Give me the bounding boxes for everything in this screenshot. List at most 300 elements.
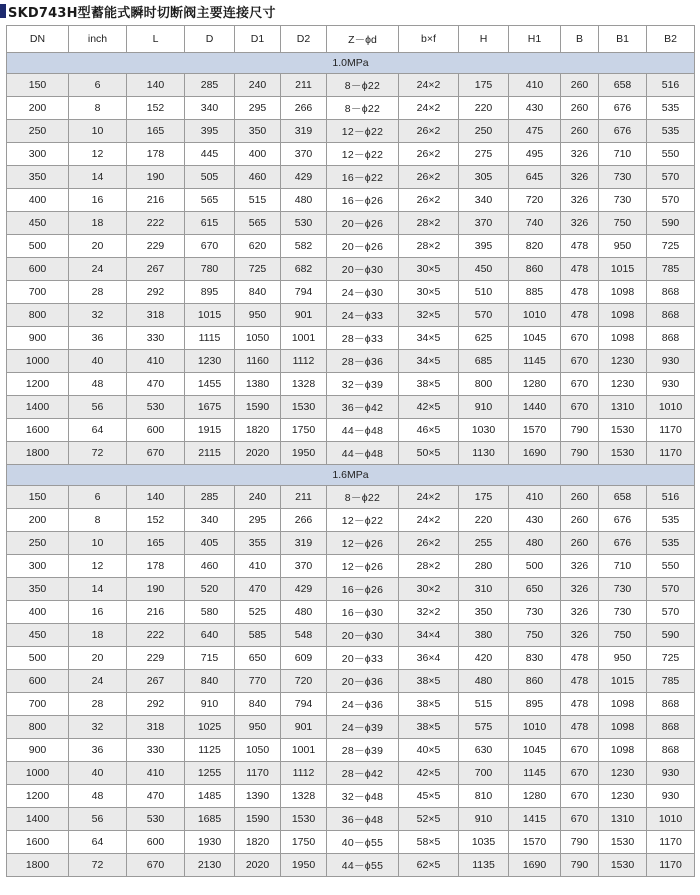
table-cell: 72 — [69, 854, 127, 877]
table-cell: 1530 — [281, 808, 327, 831]
table-cell: 45×5 — [399, 785, 459, 808]
table-cell: 38×5 — [399, 373, 459, 396]
table-cell: 445 — [185, 143, 235, 166]
table-cell: 1310 — [599, 808, 647, 831]
table-cell: 670 — [561, 762, 599, 785]
table-cell: 740 — [509, 212, 561, 235]
table-row — [7, 166, 695, 189]
table-cell: 1690 — [509, 442, 561, 465]
table-cell: 600 — [7, 670, 69, 693]
table-cell: 730 — [599, 601, 647, 624]
table-cell: 46×5 — [399, 419, 459, 442]
table-cell: 24－ϕ30 — [327, 281, 399, 304]
table-cell: 470 — [127, 373, 185, 396]
table-cell: 1310 — [599, 396, 647, 419]
table-cell: 52×5 — [399, 808, 459, 831]
table-cell: 34×5 — [399, 327, 459, 350]
table-cell: 670 — [561, 739, 599, 762]
table-cell: 670 — [561, 396, 599, 419]
table-row — [7, 854, 695, 877]
table-cell: 785 — [647, 670, 695, 693]
table-cell: 1950 — [281, 442, 327, 465]
table-cell: 930 — [647, 373, 695, 396]
table-cell: 1145 — [509, 762, 561, 785]
table-cell: 38×5 — [399, 693, 459, 716]
table-cell: 1675 — [185, 396, 235, 419]
table-cell: 1570 — [509, 419, 561, 442]
table-cell: 310 — [459, 578, 509, 601]
table-cell: 570 — [459, 304, 509, 327]
table-cell: 267 — [127, 670, 185, 693]
table-cell: 48 — [69, 373, 127, 396]
table-cell: 1530 — [599, 442, 647, 465]
table-cell: 2020 — [235, 854, 281, 877]
table-cell: 1530 — [281, 396, 327, 419]
table-cell: 24×2 — [399, 486, 459, 509]
table-cell: 840 — [235, 281, 281, 304]
table-cell: 1115 — [185, 327, 235, 350]
table-cell: 1000 — [7, 350, 69, 373]
table-cell: 38×5 — [399, 716, 459, 739]
table-cell: 1030 — [459, 419, 509, 442]
table-cell: 548 — [281, 624, 327, 647]
table-cell: 1485 — [185, 785, 235, 808]
table-cell: 630 — [459, 739, 509, 762]
column-header: H — [459, 26, 509, 53]
table-cell: 950 — [235, 716, 281, 739]
table-cell: 16 — [69, 601, 127, 624]
table-cell: 220 — [459, 509, 509, 532]
table-cell: 500 — [7, 647, 69, 670]
table-cell: 530 — [127, 808, 185, 831]
table-cell: 868 — [647, 327, 695, 350]
table-cell: 670 — [561, 373, 599, 396]
table-cell: 165 — [127, 532, 185, 555]
column-header: L — [127, 26, 185, 53]
table-cell: 1112 — [281, 350, 327, 373]
table-cell: 730 — [509, 601, 561, 624]
table-cell: 20－ϕ30 — [327, 258, 399, 281]
table-row — [7, 120, 695, 143]
table-cell: 16－ϕ26 — [327, 189, 399, 212]
table-cell: 1098 — [599, 716, 647, 739]
table-cell: 400 — [235, 143, 281, 166]
table-cell: 350 — [7, 578, 69, 601]
table-cell: 8－ϕ22 — [327, 74, 399, 97]
table-cell: 24×2 — [399, 74, 459, 97]
table-cell: 410 — [509, 486, 561, 509]
table-cell: 478 — [561, 258, 599, 281]
table-cell: 260 — [561, 509, 599, 532]
table-cell: 570 — [647, 166, 695, 189]
table-cell: 326 — [561, 555, 599, 578]
table-cell: 1170 — [647, 442, 695, 465]
table-cell: 785 — [647, 258, 695, 281]
table-cell: 292 — [127, 693, 185, 716]
table-cell: 42×5 — [399, 762, 459, 785]
table-cell: 525 — [235, 601, 281, 624]
table-cell: 790 — [561, 854, 599, 877]
table-cell: 370 — [459, 212, 509, 235]
table-cell: 26×2 — [399, 166, 459, 189]
table-cell: 700 — [7, 693, 69, 716]
table-cell: 12－ϕ26 — [327, 555, 399, 578]
table-cell: 645 — [509, 166, 561, 189]
table-cell: 222 — [127, 624, 185, 647]
table-cell: 266 — [281, 509, 327, 532]
table-cell: 685 — [459, 350, 509, 373]
pressure-label: 1.6MPa — [7, 465, 695, 486]
table-cell: 1000 — [7, 762, 69, 785]
table-cell: 1530 — [599, 419, 647, 442]
table-cell: 590 — [647, 212, 695, 235]
table-cell: 478 — [561, 304, 599, 327]
table-cell: 600 — [127, 419, 185, 442]
column-header: B1 — [599, 26, 647, 53]
table-cell: 1200 — [7, 785, 69, 808]
table-cell: 326 — [561, 601, 599, 624]
table-row — [7, 442, 695, 465]
table-cell: 175 — [459, 74, 509, 97]
pressure-section-2 — [7, 465, 695, 877]
table-row — [7, 785, 695, 808]
table-cell: 24×2 — [399, 509, 459, 532]
table-cell: 1050 — [235, 327, 281, 350]
table-cell: 625 — [459, 327, 509, 350]
table-cell: 930 — [647, 785, 695, 808]
table-cell: 530 — [127, 396, 185, 419]
pressure-label: 1.0MPa — [7, 53, 695, 74]
table-cell: 535 — [647, 532, 695, 555]
table-cell: 790 — [561, 442, 599, 465]
table-cell: 725 — [235, 258, 281, 281]
table-row — [7, 74, 695, 97]
section-header-row — [7, 53, 695, 74]
table-cell: 326 — [561, 166, 599, 189]
table-row — [7, 327, 695, 350]
table-cell: 900 — [7, 327, 69, 350]
table-cell: 211 — [281, 74, 327, 97]
table-cell: 28×2 — [399, 212, 459, 235]
table-cell: 292 — [127, 281, 185, 304]
table-cell: 229 — [127, 235, 185, 258]
table-cell: 1170 — [647, 854, 695, 877]
table-cell: 868 — [647, 739, 695, 762]
table-cell: 300 — [7, 143, 69, 166]
table-cell: 64 — [69, 419, 127, 442]
table-cell: 12－ϕ22 — [327, 143, 399, 166]
table-cell: 1400 — [7, 396, 69, 419]
table-cell: 150 — [7, 486, 69, 509]
table-cell: 429 — [281, 166, 327, 189]
table-cell: 480 — [509, 532, 561, 555]
table-cell: 340 — [185, 97, 235, 120]
table-cell: 28 — [69, 693, 127, 716]
table-cell: 868 — [647, 304, 695, 327]
table-cell: 150 — [7, 74, 69, 97]
table-cell: 570 — [647, 601, 695, 624]
table-cell: 20 — [69, 647, 127, 670]
table-cell: 1440 — [509, 396, 561, 419]
table-cell: 1015 — [599, 670, 647, 693]
table-row — [7, 396, 695, 419]
table-cell: 28－ϕ33 — [327, 327, 399, 350]
table-cell: 429 — [281, 578, 327, 601]
table-cell: 910 — [459, 396, 509, 419]
table-cell: 30×5 — [399, 258, 459, 281]
table-row — [7, 624, 695, 647]
table-cell: 1685 — [185, 808, 235, 831]
table-cell: 658 — [599, 74, 647, 97]
table-cell: 450 — [7, 624, 69, 647]
table-cell: 1125 — [185, 739, 235, 762]
table-cell: 24×2 — [399, 97, 459, 120]
table-cell: 62×5 — [399, 854, 459, 877]
table-cell: 1098 — [599, 327, 647, 350]
table-cell: 2020 — [235, 442, 281, 465]
table-cell: 260 — [561, 120, 599, 143]
table-cell: 1600 — [7, 831, 69, 854]
table-cell: 478 — [561, 281, 599, 304]
table-cell: 790 — [561, 831, 599, 854]
table-cell: 20－ϕ36 — [327, 670, 399, 693]
table-row — [7, 555, 695, 578]
table-cell: 590 — [647, 624, 695, 647]
table-cell: 326 — [561, 578, 599, 601]
table-cell: 500 — [509, 555, 561, 578]
table-cell: 790 — [561, 419, 599, 442]
table-cell: 18 — [69, 624, 127, 647]
table-cell: 895 — [185, 281, 235, 304]
table-cell: 510 — [459, 281, 509, 304]
table-cell: 410 — [235, 555, 281, 578]
table-cell: 582 — [281, 235, 327, 258]
table-cell: 410 — [127, 762, 185, 785]
table-cell: 1045 — [509, 739, 561, 762]
table-cell: 470 — [235, 578, 281, 601]
table-cell: 1328 — [281, 785, 327, 808]
table-cell: 840 — [235, 693, 281, 716]
column-header: H1 — [509, 26, 561, 53]
table-cell: 20－ϕ26 — [327, 212, 399, 235]
table-cell: 530 — [281, 212, 327, 235]
column-header: B2 — [647, 26, 695, 53]
table-cell: 64 — [69, 831, 127, 854]
table-cell: 1800 — [7, 854, 69, 877]
table-cell: 50×5 — [399, 442, 459, 465]
table-cell: 1750 — [281, 419, 327, 442]
table-cell: 780 — [185, 258, 235, 281]
column-header: B — [561, 26, 599, 53]
table-cell: 930 — [647, 350, 695, 373]
table-cell: 28－ϕ42 — [327, 762, 399, 785]
table-cell: 794 — [281, 281, 327, 304]
table-cell: 1750 — [281, 831, 327, 854]
column-header: D2 — [281, 26, 327, 53]
table-cell: 1590 — [235, 808, 281, 831]
table-cell: 36×4 — [399, 647, 459, 670]
table-cell: 285 — [185, 486, 235, 509]
table-cell: 930 — [647, 762, 695, 785]
table-cell: 56 — [69, 396, 127, 419]
table-cell: 478 — [561, 235, 599, 258]
table-cell: 28×2 — [399, 555, 459, 578]
table-cell: 350 — [7, 166, 69, 189]
table-cell: 868 — [647, 693, 695, 716]
table-cell: 190 — [127, 166, 185, 189]
table-cell: 285 — [185, 74, 235, 97]
table-cell: 1050 — [235, 739, 281, 762]
table-cell: 326 — [561, 212, 599, 235]
table-cell: 950 — [235, 304, 281, 327]
table-cell: 250 — [7, 532, 69, 555]
table-cell: 211 — [281, 486, 327, 509]
table-cell: 1530 — [599, 854, 647, 877]
table-cell: 1015 — [185, 304, 235, 327]
table-cell: 570 — [647, 189, 695, 212]
table-cell: 140 — [127, 486, 185, 509]
table-cell: 670 — [127, 442, 185, 465]
table-cell: 1230 — [599, 785, 647, 808]
table-cell: 400 — [7, 189, 69, 212]
table-cell: 615 — [185, 212, 235, 235]
table-cell: 305 — [459, 166, 509, 189]
table-row — [7, 419, 695, 442]
table-cell: 1930 — [185, 831, 235, 854]
table-cell: 1328 — [281, 373, 327, 396]
table-cell: 800 — [7, 304, 69, 327]
table-cell: 24－ϕ33 — [327, 304, 399, 327]
table-cell: 720 — [509, 189, 561, 212]
table-cell: 12 — [69, 143, 127, 166]
table-cell: 950 — [599, 235, 647, 258]
dimension-table — [6, 25, 695, 877]
table-cell: 460 — [185, 555, 235, 578]
table-row — [7, 532, 695, 555]
table-cell: 24 — [69, 258, 127, 281]
table-cell: 216 — [127, 601, 185, 624]
table-cell: 14 — [69, 578, 127, 601]
table-cell: 1098 — [599, 693, 647, 716]
table-cell: 330 — [127, 327, 185, 350]
table-cell: 165 — [127, 120, 185, 143]
table-cell: 380 — [459, 624, 509, 647]
table-cell: 1135 — [459, 854, 509, 877]
table-cell: 260 — [561, 486, 599, 509]
table-row — [7, 281, 695, 304]
page-title: SKD743H型蓄能式瞬时切断阀主要连接尺寸 — [8, 5, 276, 21]
table-cell: 410 — [127, 350, 185, 373]
table-cell: 500 — [7, 235, 69, 258]
table-cell: 800 — [459, 373, 509, 396]
table-cell: 28－ϕ39 — [327, 739, 399, 762]
table-cell: 24－ϕ39 — [327, 716, 399, 739]
table-cell: 400 — [7, 601, 69, 624]
table-cell: 14 — [69, 166, 127, 189]
table-cell: 516 — [647, 486, 695, 509]
table-cell: 860 — [509, 670, 561, 693]
table-cell: 1098 — [599, 304, 647, 327]
table-cell: 350 — [235, 120, 281, 143]
table-cell: 520 — [185, 578, 235, 601]
table-cell: 32－ϕ48 — [327, 785, 399, 808]
table-cell: 1230 — [185, 350, 235, 373]
table-cell: 720 — [281, 670, 327, 693]
table-cell: 1035 — [459, 831, 509, 854]
table-cell: 20 — [69, 235, 127, 258]
table-cell: 676 — [599, 97, 647, 120]
table-cell: 36－ϕ48 — [327, 808, 399, 831]
table-cell: 8－ϕ22 — [327, 97, 399, 120]
table-cell: 1200 — [7, 373, 69, 396]
table-row — [7, 258, 695, 281]
table-cell: 48 — [69, 785, 127, 808]
table-cell: 750 — [599, 212, 647, 235]
table-cell: 40－ϕ55 — [327, 831, 399, 854]
table-cell: 700 — [7, 281, 69, 304]
table-cell: 1255 — [185, 762, 235, 785]
table-cell: 535 — [647, 120, 695, 143]
table-cell: 30×2 — [399, 578, 459, 601]
table-cell: 260 — [561, 97, 599, 120]
table-cell: 395 — [185, 120, 235, 143]
table-cell: 676 — [599, 509, 647, 532]
table-cell: 34×4 — [399, 624, 459, 647]
table-cell: 650 — [509, 578, 561, 601]
table-cell: 670 — [561, 785, 599, 808]
table-cell: 600 — [127, 831, 185, 854]
table-cell: 670 — [561, 808, 599, 831]
table-cell: 370 — [281, 555, 327, 578]
table-cell: 620 — [235, 235, 281, 258]
table-cell: 240 — [235, 486, 281, 509]
table-cell: 575 — [459, 716, 509, 739]
table-cell: 24－ϕ36 — [327, 693, 399, 716]
table-cell: 16－ϕ30 — [327, 601, 399, 624]
table-row — [7, 762, 695, 785]
column-header: D1 — [235, 26, 281, 53]
table-cell: 895 — [509, 693, 561, 716]
table-cell: 516 — [647, 74, 695, 97]
table-cell: 830 — [509, 647, 561, 670]
table-cell: 36－ϕ42 — [327, 396, 399, 419]
table-row — [7, 212, 695, 235]
table-cell: 901 — [281, 304, 327, 327]
table-cell: 670 — [561, 327, 599, 350]
table-cell: 480 — [459, 670, 509, 693]
table-cell: 1280 — [509, 373, 561, 396]
table-cell: 2115 — [185, 442, 235, 465]
table-cell: 710 — [599, 143, 647, 166]
table-cell: 267 — [127, 258, 185, 281]
table-cell: 266 — [281, 97, 327, 120]
table-cell: 1170 — [647, 419, 695, 442]
table-row — [7, 304, 695, 327]
table-cell: 178 — [127, 555, 185, 578]
table-cell: 250 — [7, 120, 69, 143]
table-cell: 430 — [509, 509, 561, 532]
table-cell: 10 — [69, 532, 127, 555]
table-cell: 36 — [69, 327, 127, 350]
table-cell: 1915 — [185, 419, 235, 442]
table-cell: 565 — [185, 189, 235, 212]
table-cell: 12－ϕ22 — [327, 120, 399, 143]
table-cell: 175 — [459, 486, 509, 509]
table-cell: 410 — [509, 74, 561, 97]
table-cell: 478 — [561, 716, 599, 739]
table-cell: 460 — [235, 166, 281, 189]
table-cell: 515 — [235, 189, 281, 212]
